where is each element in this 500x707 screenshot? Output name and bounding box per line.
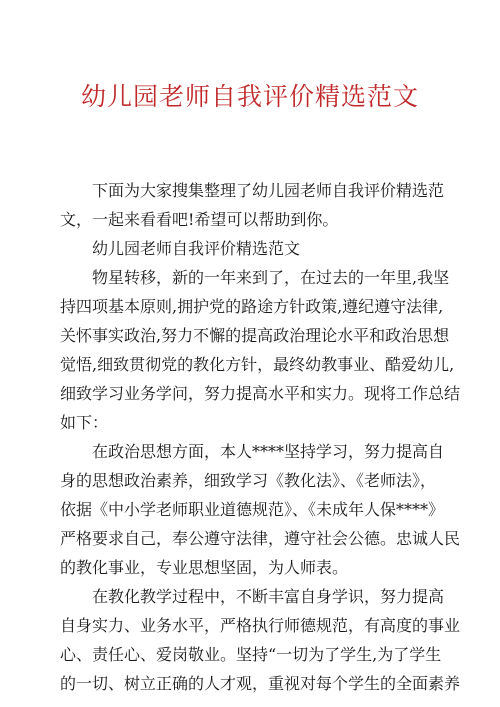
paragraph-line: 心、责任心、爱岗敬业。坚持“一切为了学生,为了学生 xyxy=(60,645,442,664)
paragraph-line: 依据《中小学老师职业道德规范》、《未成年人保****》 xyxy=(60,500,445,519)
document-title: 幼儿园老师自我评价精选范文 xyxy=(80,82,419,111)
paragraph-line: 自身实力、业务水平，严格执行师德规范，有高度的事业 xyxy=(60,616,461,635)
document-body xyxy=(60,176,461,698)
paragraph-line: 文，一起来看看吧!希望可以帮助到你。 xyxy=(60,210,339,229)
paragraph-line: 的一切、树立正确的人才观，重视对每个学生的全面素养 xyxy=(60,674,461,693)
paragraph-line: 在政治思想方面，本人****坚持学习，努力提高自 xyxy=(92,442,445,461)
paragraph-line: 在教化教学过程中，不断丰富自身学识，努力提高 xyxy=(92,587,445,606)
paragraph-line: 觉悟,细致贯彻党的教化方针，最终幼教事业、酷爱幼儿, xyxy=(60,355,455,374)
paragraph-line: 如下： xyxy=(60,413,109,432)
paragraph-line: 严格要求自己，奉公遵守法律，遵守社会公德。忠诚人民 xyxy=(60,529,461,548)
paragraph-line: 下面为大家搜集整理了幼儿园老师自我评价精选范 xyxy=(92,181,445,200)
paragraph-line: 细致学习业务学问，努力提高水平和实力。现将工作总结 xyxy=(60,384,461,403)
paragraph-line: 的教化事业，专业思想坚固，为人师表。 xyxy=(60,558,349,577)
paragraph-line: 物星转移，新的一年来到了，在过去的一年里,我坚 xyxy=(92,268,450,287)
section-heading: 幼儿园老师自我评价精选范文 xyxy=(92,239,301,258)
paragraph-line: 身的思想政治素养，细致学习《教化法》、《老师法》， xyxy=(60,471,437,490)
paragraph-line: 持四项基本原则,拥护党的路途方针政策,遵纪遵守法律, xyxy=(60,297,444,316)
paragraph-line: 关怀事实政治,努力不懈的提高政治理论水平和政治思想 xyxy=(60,326,450,345)
